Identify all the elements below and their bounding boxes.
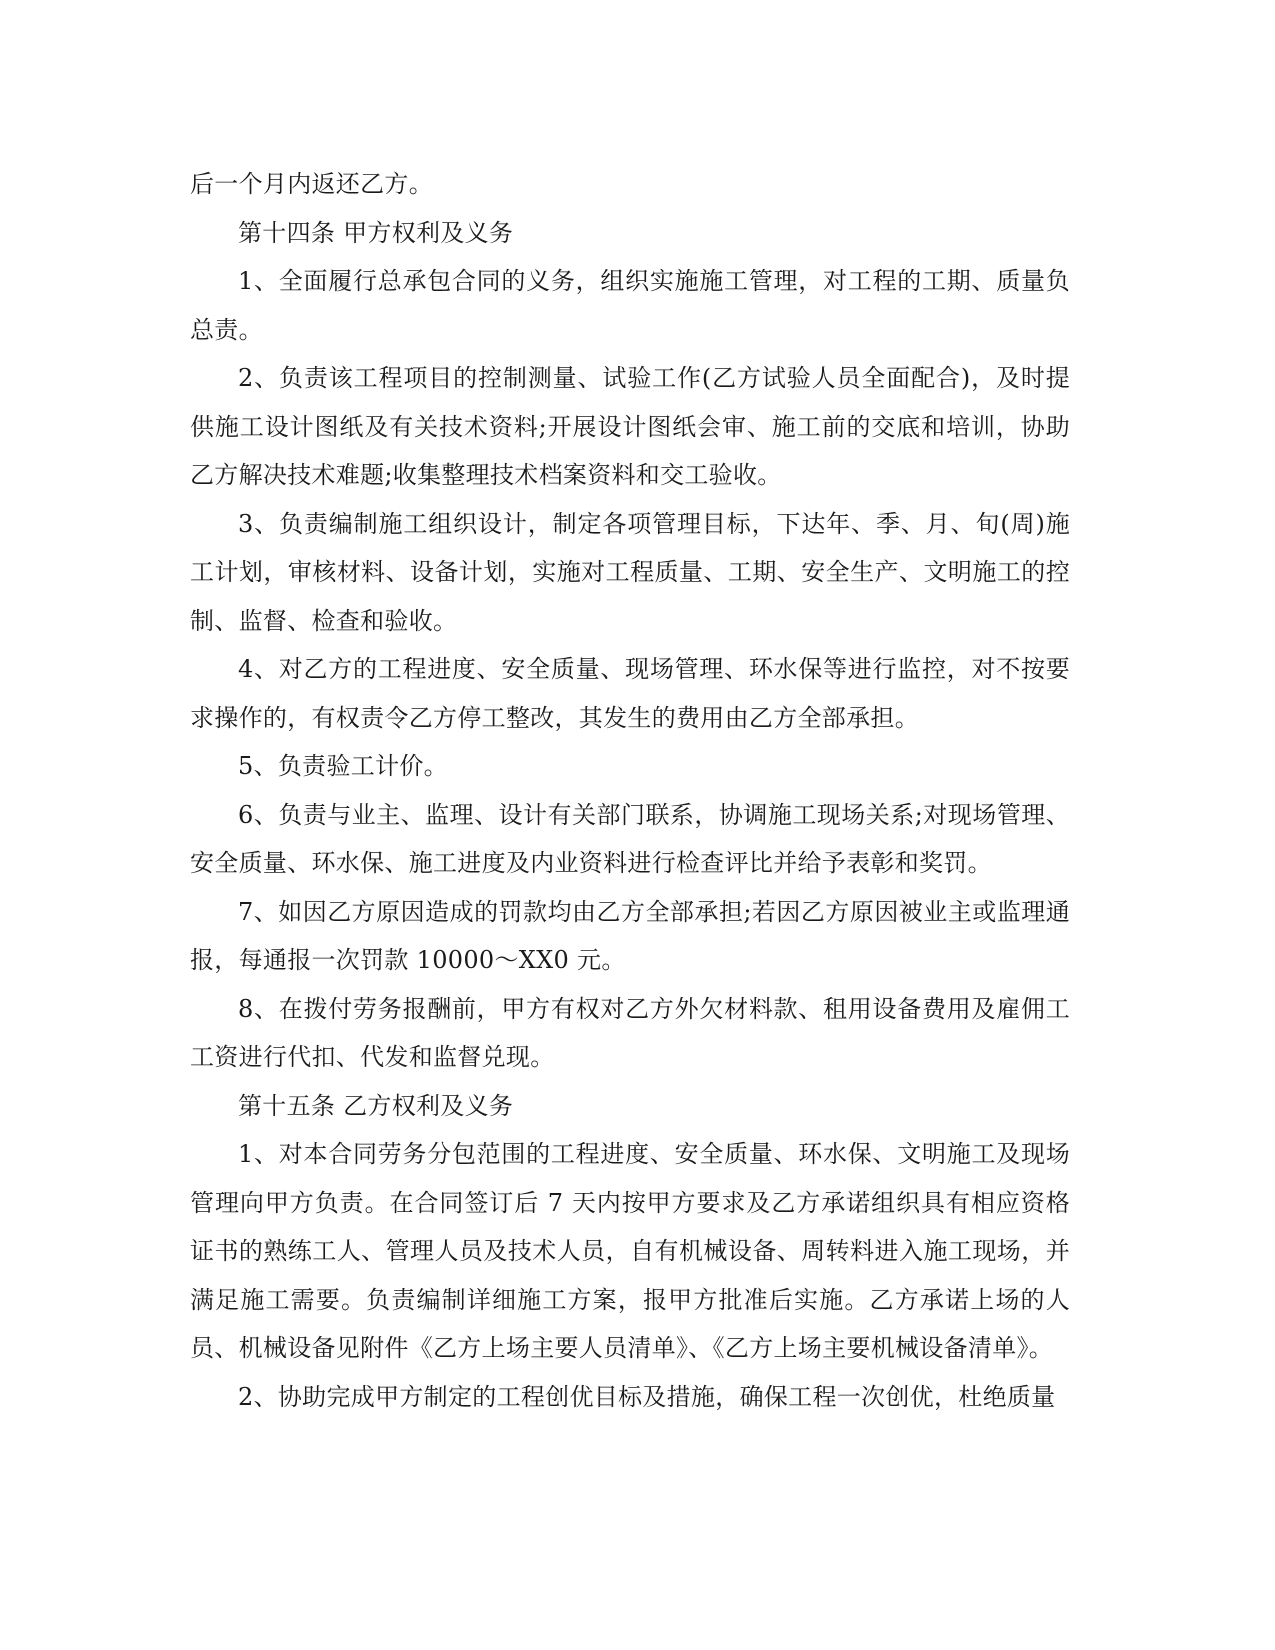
article-15-heading: 第十五条 乙方权利及义务 bbox=[238, 1091, 514, 1120]
article-14-heading: 第十四条 甲方权利及义务 bbox=[238, 218, 514, 247]
paragraph-continuation: 后一个月内返还乙方。 bbox=[190, 170, 433, 198]
article-14-item-8: 8、在拨付劳务报酬前，甲方有权对乙方外欠材料款、租用设备费用及雇佣工工资进行代扣、代发和监督兑现。 bbox=[190, 994, 1070, 1071]
article-14-item-1: 1、全面履行总承包合同的义务，组织实施施工管理，对工程的工期、质量负总责。 bbox=[190, 267, 1070, 344]
article-14-item-2: 2、负责该工程项目的控制测量、试验工作(乙方试验人员全面配合)，及时提供施工设计图纸及有关技术资料;开展设计图纸会审、施工前的交底和培训，协助乙方解决技术难题;收集整理技术档案资料和交工验收。 bbox=[190, 364, 1070, 489]
article-15-item-1: 1、对本合同劳务分包范围的工程进度、安全质量、环水保、文明施工及现场管理向甲方负责。在合同签订后 7 天内按甲方要求及乙方承诺组织具有相应资格证书的熟练工人、管理人员及技术人员，自有机械设备、周转料进入施工现场，并满足施工需要。负责编制详细施工方案，报甲方批准后实施。乙方承诺上场的人员、机械设备见附件《乙方上场主要人员清单》、《乙方上场主要机械设备清单》。 bbox=[190, 1140, 1070, 1362]
article-14-item-5: 5、负责验工计价。 bbox=[238, 752, 448, 780]
article-14-item-6: 6、负责与业主、监理、设计有关部门联系，协调施工现场关系;对现场管理、安全质量、环水保、施工进度及内业资料进行检查评比并给予表彰和奖罚。 bbox=[190, 800, 1070, 877]
article-14-item-7: 7、如因乙方原因造成的罚款均由乙方全部承担;若因乙方原因被业主或监理通报，每通报一次罚款 10000～XX0 元。 bbox=[190, 897, 1070, 974]
article-14-item-3: 3、负责编制施工组织设计，制定各项管理目标，下达年、季、月、旬(周)施工计划，审核材料、设备计划，实施对工程质量、工期、安全生产、文明施工的控制、监督、检查和验收。 bbox=[190, 509, 1070, 635]
article-15-item-2: 2、协助完成甲方制定的工程创优目标及措施，确保工程一次创优，杜绝质量 bbox=[238, 1382, 1056, 1411]
article-14-item-4: 4、对乙方的工程进度、安全质量、现场管理、环水保等进行监控，对不按要求操作的，有权责令乙方停工整改，其发生的费用由乙方全部承担。 bbox=[190, 655, 1070, 732]
document-body bbox=[190, 160, 1070, 1421]
